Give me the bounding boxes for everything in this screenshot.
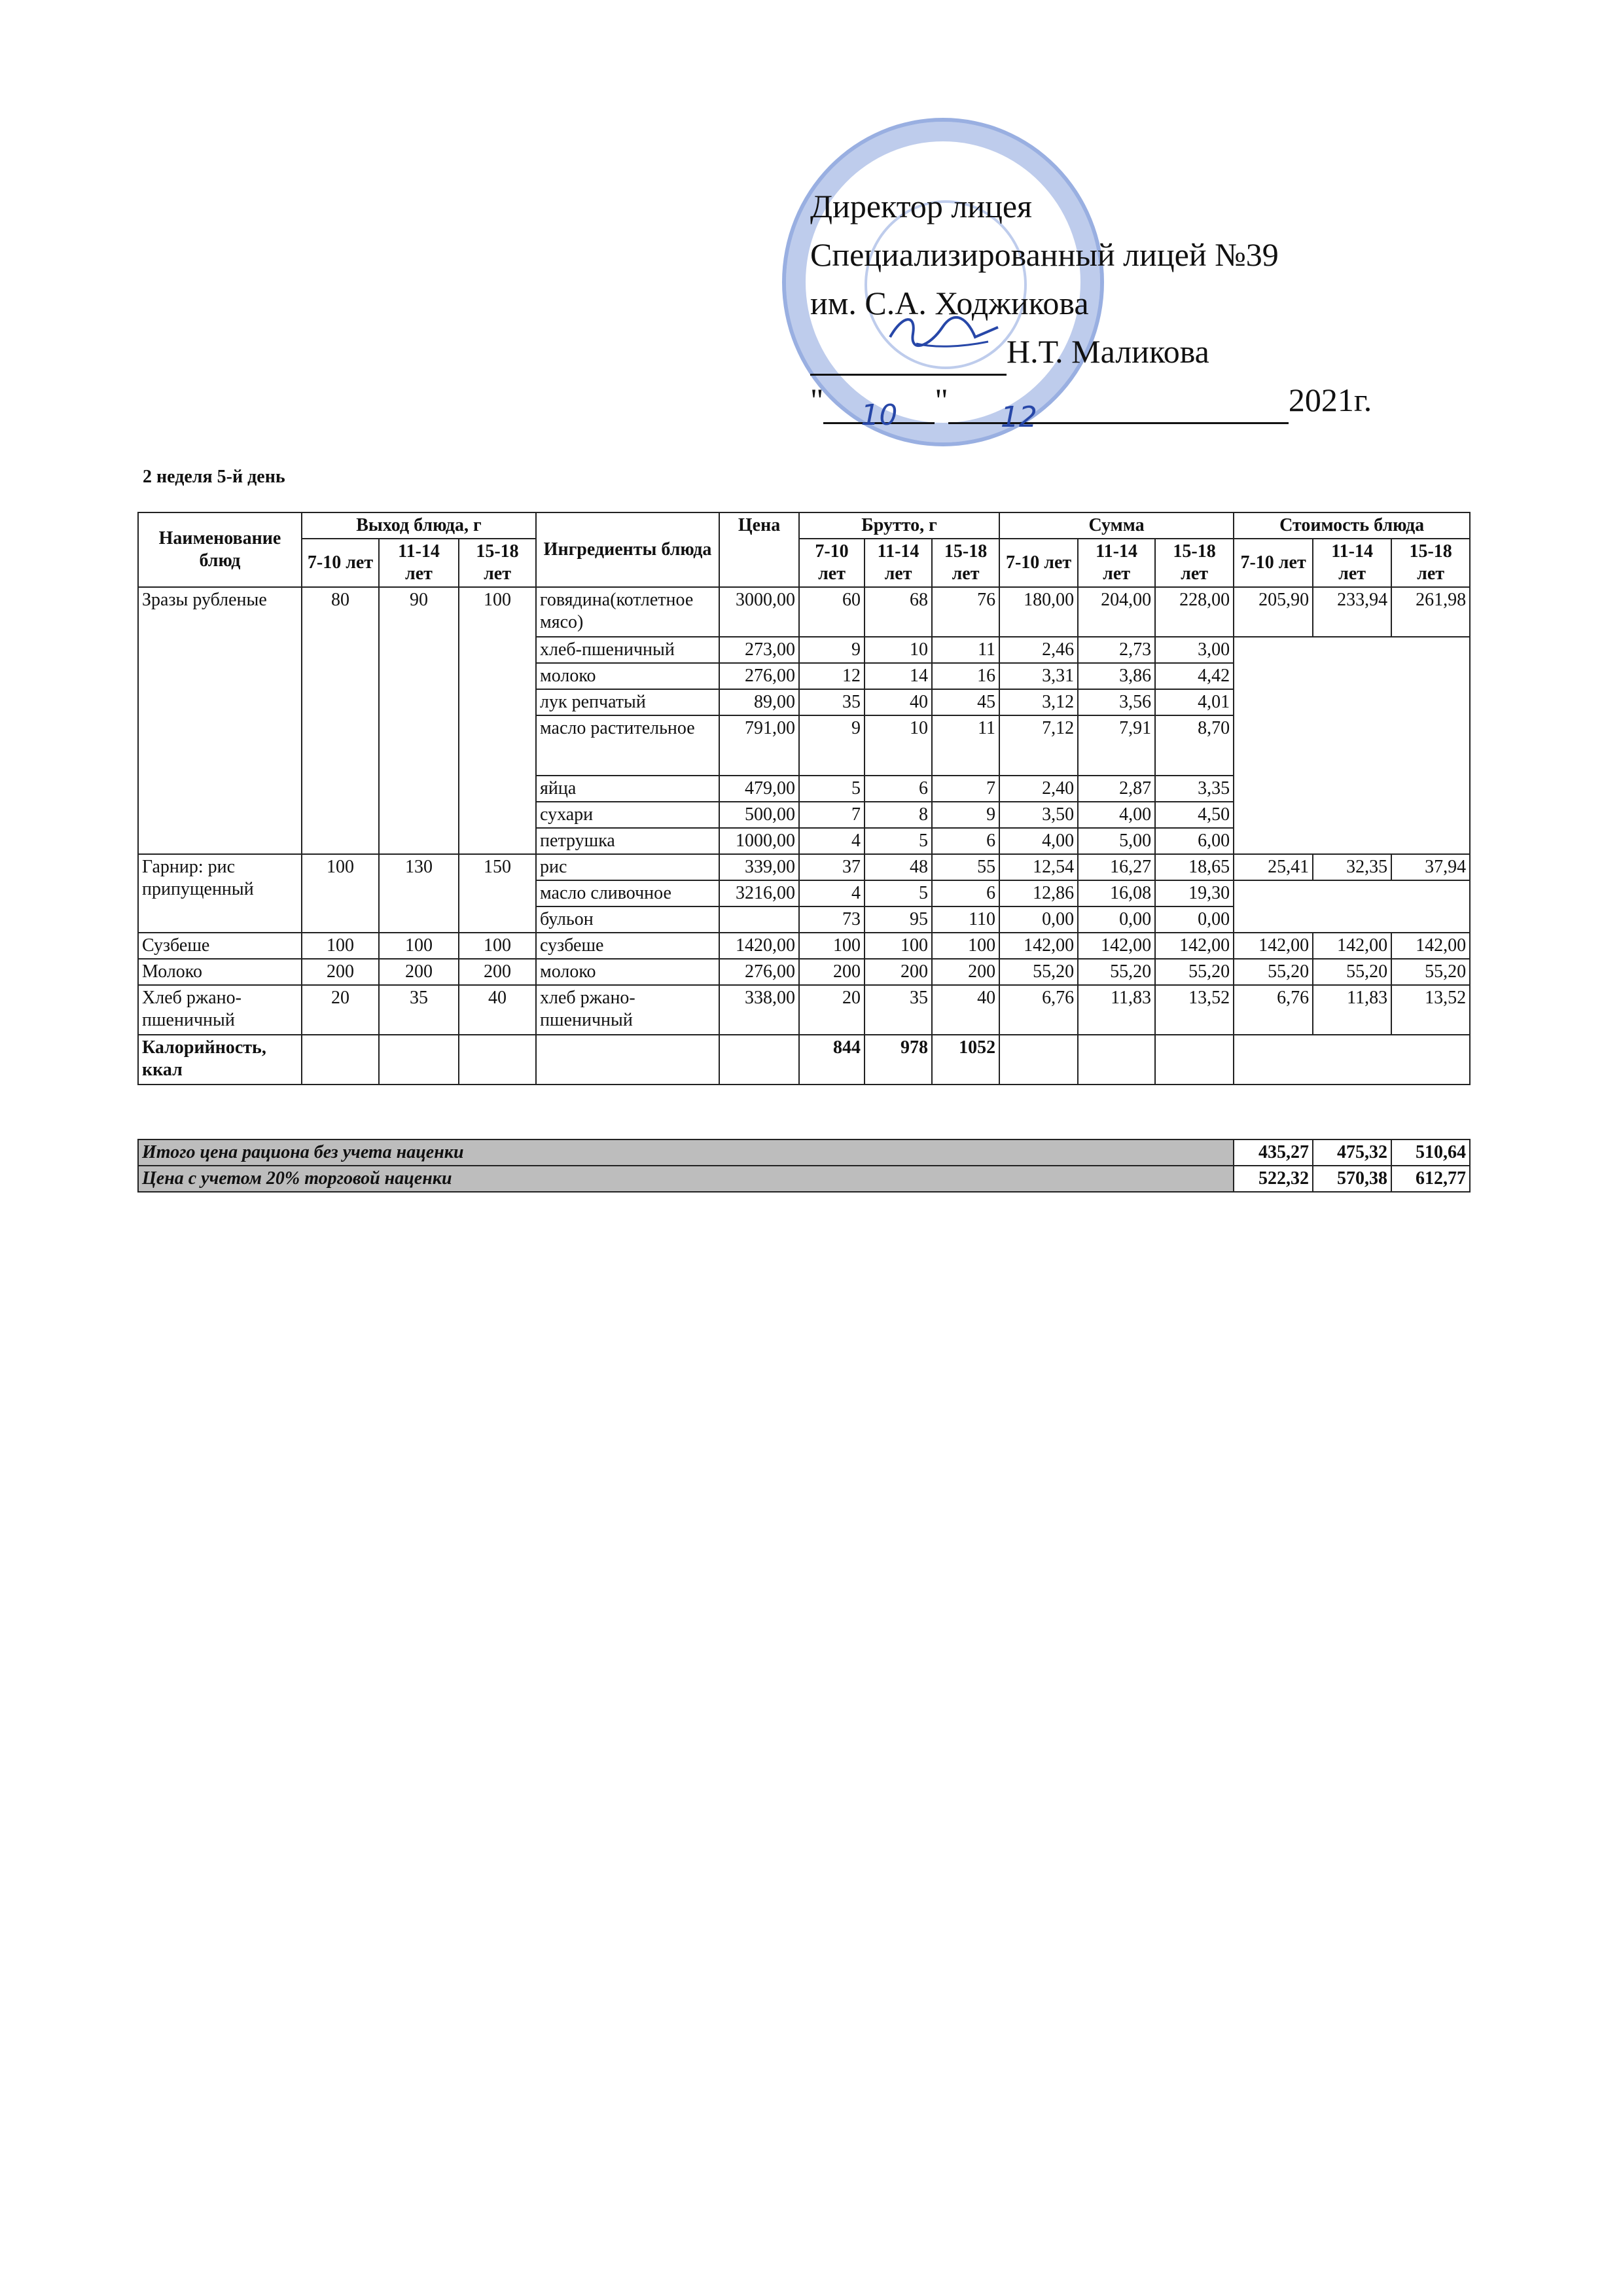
ingredient-price: 89,00	[719, 689, 799, 715]
empty-cell	[379, 1035, 459, 1085]
ingredient-sum: 3,35	[1155, 776, 1234, 802]
approval-date-row	[810, 376, 1372, 434]
ingredient-sum: 142,00	[1155, 933, 1234, 959]
ingredient-sum: 5,00	[1078, 828, 1155, 854]
table-row	[138, 854, 1470, 880]
dish-cost: 233,94	[1313, 587, 1391, 637]
ingredient-sum: 4,50	[1155, 802, 1234, 828]
ingredient-sum: 13,52	[1155, 985, 1234, 1035]
ingredient-price: 1000,00	[719, 828, 799, 854]
ingredient-brutto: 4	[799, 880, 865, 906]
header-ingredients: Ингредиенты блюда	[536, 512, 719, 587]
header-cost: Стоимость блюда	[1234, 512, 1470, 539]
ingredient-price: 479,00	[719, 776, 799, 802]
ingredient-sum: 55,20	[1155, 959, 1234, 985]
ingredient-price: 3000,00	[719, 587, 799, 637]
ingredient-sum: 4,42	[1155, 663, 1234, 689]
date-month: 12	[1000, 401, 1037, 434]
dish-output: 40	[459, 985, 536, 1035]
ingredient-sum: 4,00	[999, 828, 1078, 854]
empty-cell	[1234, 637, 1470, 854]
ingredient-brutto: 6	[865, 776, 932, 802]
dish-output: 80	[302, 587, 379, 854]
dish-output: 20	[302, 985, 379, 1035]
ingredient-sum: 3,86	[1078, 663, 1155, 689]
handwritten-signature	[877, 308, 1008, 353]
empty-cell	[1078, 1035, 1155, 1085]
ingredient-sum: 0,00	[999, 906, 1078, 933]
dish-output: 100	[459, 933, 536, 959]
ingredient-sum: 0,00	[1078, 906, 1155, 933]
approval-institution: Специализированный лицей №39	[810, 236, 1279, 273]
dish-output: 200	[302, 959, 379, 985]
dish-output: 130	[379, 854, 459, 933]
summary-label: Итого цена рациона без учета наценки	[138, 1139, 1234, 1166]
dish-output: 100	[302, 933, 379, 959]
calories-value: 978	[865, 1035, 932, 1085]
ingredient-sum: 2,73	[1078, 637, 1155, 663]
ingredient-brutto: 10	[865, 637, 932, 663]
ingredient-sum: 12,86	[999, 880, 1078, 906]
ingredient-brutto: 48	[865, 854, 932, 880]
ingredient-price: 276,00	[719, 959, 799, 985]
header-sum: Сумма	[999, 512, 1234, 539]
approval-position: Директор лицея	[810, 188, 1033, 224]
header-age-7-10: 7-10 лет	[999, 539, 1078, 587]
ingredient-name: бульон	[536, 906, 719, 933]
ingredient-brutto: 4	[799, 828, 865, 854]
dish-output: 100	[379, 933, 459, 959]
ingredient-sum: 16,08	[1078, 880, 1155, 906]
approval-institution-name: им. С.А. Ходжикова	[810, 285, 1089, 321]
ingredient-price: 791,00	[719, 715, 799, 776]
ingredient-sum: 180,00	[999, 587, 1078, 637]
ingredient-name: молоко	[536, 959, 719, 985]
ingredient-brutto: 73	[799, 906, 865, 933]
ingredient-brutto: 35	[799, 689, 865, 715]
dish-output: 150	[459, 854, 536, 933]
ingredient-name: петрушка	[536, 828, 719, 854]
dish-output: 35	[379, 985, 459, 1035]
date-quote-open: "	[810, 382, 824, 418]
menu-table-body	[138, 587, 1470, 1085]
dish-cost: 25,41	[1234, 854, 1313, 880]
ingredient-sum: 12,54	[999, 854, 1078, 880]
summary-table	[137, 1139, 1471, 1193]
ingredient-sum: 6,76	[999, 985, 1078, 1035]
ingredient-sum: 228,00	[1155, 587, 1234, 637]
header-age-11-14: 11-14 лет	[865, 539, 932, 587]
ingredient-brutto: 55	[932, 854, 999, 880]
dish-output: 100	[302, 854, 379, 933]
table-row	[138, 959, 1470, 985]
header-age-15-18: 15-18 лет	[459, 539, 536, 587]
ingredient-brutto: 9	[799, 715, 865, 776]
ingredient-price: 500,00	[719, 802, 799, 828]
ingredient-brutto: 9	[932, 802, 999, 828]
table-row	[138, 587, 1470, 637]
ingredient-name: сухари	[536, 802, 719, 828]
ingredient-brutto: 37	[799, 854, 865, 880]
header-age-15-18: 15-18 лет	[1155, 539, 1234, 587]
day-title: 2 неделя 5-й день	[143, 467, 285, 487]
ingredient-brutto: 60	[799, 587, 865, 637]
ingredient-name: говядина(котлетное мясо)	[536, 587, 719, 637]
empty-cell	[536, 1035, 719, 1085]
ingredient-brutto: 76	[932, 587, 999, 637]
summary-row	[138, 1166, 1470, 1192]
ingredient-sum: 3,50	[999, 802, 1078, 828]
summary-row	[138, 1139, 1470, 1166]
header-age-7-10: 7-10 лет	[302, 539, 379, 587]
dish-cost: 6,76	[1234, 985, 1313, 1035]
summary-value: 435,27	[1234, 1139, 1313, 1166]
ingredient-brutto: 6	[932, 880, 999, 906]
date-year: 2021г.	[1288, 382, 1372, 418]
ingredient-name: хлеб-пшеничный	[536, 637, 719, 663]
calories-row	[138, 1035, 1470, 1085]
ingredient-price: 339,00	[719, 854, 799, 880]
date-quote-close: "	[935, 382, 948, 418]
dish-cost: 205,90	[1234, 587, 1313, 637]
dish-cost: 261,98	[1391, 587, 1470, 637]
summary-value: 612,77	[1391, 1166, 1470, 1192]
summary-value: 475,32	[1313, 1139, 1391, 1166]
ingredient-sum: 19,30	[1155, 880, 1234, 906]
dish-cost: 37,94	[1391, 854, 1470, 880]
ingredient-brutto: 95	[865, 906, 932, 933]
menu-table-header	[138, 512, 1470, 587]
ingredient-brutto: 20	[799, 985, 865, 1035]
ingredient-sum: 142,00	[1078, 933, 1155, 959]
ingredient-brutto: 40	[865, 689, 932, 715]
calories-label: Калорийность, ккал	[138, 1035, 302, 1085]
ingredient-sum: 4,00	[1078, 802, 1155, 828]
header-age-11-14: 11-14 лет	[379, 539, 459, 587]
ingredient-price: 273,00	[719, 637, 799, 663]
ingredient-brutto: 5	[865, 880, 932, 906]
ingredient-price: 276,00	[719, 663, 799, 689]
dish-cost: 55,20	[1234, 959, 1313, 985]
ingredient-brutto: 10	[865, 715, 932, 776]
ingredient-price	[719, 906, 799, 933]
dish-name: Сузбеше	[138, 933, 302, 959]
ingredient-brutto: 8	[865, 802, 932, 828]
ingredient-name: масло сливочное	[536, 880, 719, 906]
dish-name: Молоко	[138, 959, 302, 985]
dish-cost: 55,20	[1313, 959, 1391, 985]
empty-cell	[1234, 880, 1470, 933]
summary-value: 510,64	[1391, 1139, 1470, 1166]
ingredient-sum: 204,00	[1078, 587, 1155, 637]
ingredient-sum: 18,65	[1155, 854, 1234, 880]
ingredient-sum: 2,87	[1078, 776, 1155, 802]
ingredient-sum: 3,12	[999, 689, 1078, 715]
dish-cost: 55,20	[1391, 959, 1470, 985]
header-output: Выход блюда, г	[302, 512, 536, 539]
header-age-7-10: 7-10 лет	[1234, 539, 1313, 587]
summary-table-body	[138, 1139, 1470, 1192]
date-month-line	[948, 391, 1289, 434]
header-brutto: Брутто, г	[799, 512, 999, 539]
empty-cell	[1234, 1035, 1470, 1085]
ingredient-sum: 4,01	[1155, 689, 1234, 715]
empty-cell	[719, 1035, 799, 1085]
ingredient-name: рис	[536, 854, 719, 880]
date-day-line	[823, 389, 935, 432]
ingredient-brutto: 16	[932, 663, 999, 689]
ingredient-sum: 55,20	[999, 959, 1078, 985]
table-row	[138, 985, 1470, 1035]
dish-output: 90	[379, 587, 459, 854]
dish-name: Гарнир: рис припущенный	[138, 854, 302, 933]
ingredient-price: 3216,00	[719, 880, 799, 906]
ingredient-name: яйца	[536, 776, 719, 802]
ingredient-brutto: 7	[799, 802, 865, 828]
empty-cell	[1155, 1035, 1234, 1085]
ingredient-sum: 2,46	[999, 637, 1078, 663]
ingredient-brutto: 100	[865, 933, 932, 959]
ingredient-brutto: 35	[865, 985, 932, 1035]
header-age-7-10: 7-10 лет	[799, 539, 865, 587]
ingredient-name: хлеб ржано-пшеничный	[536, 985, 719, 1035]
ingredient-brutto: 100	[799, 933, 865, 959]
dish-name: Хлеб ржано-пшеничный	[138, 985, 302, 1035]
ingredient-brutto: 200	[799, 959, 865, 985]
header-name: Наименование блюд	[138, 512, 302, 587]
summary-value: 570,38	[1313, 1166, 1391, 1192]
ingredient-brutto: 9	[799, 637, 865, 663]
ingredient-sum: 7,91	[1078, 715, 1155, 776]
ingredient-price: 1420,00	[719, 933, 799, 959]
ingredient-brutto: 200	[932, 959, 999, 985]
dish-name: Зразы рубленые	[138, 587, 302, 854]
ingredient-name: сузбеше	[536, 933, 719, 959]
ingredient-brutto: 68	[865, 587, 932, 637]
ingredient-sum: 16,27	[1078, 854, 1155, 880]
ingredient-brutto: 110	[932, 906, 999, 933]
calories-value: 844	[799, 1035, 865, 1085]
approval-signer: Н.Т. Маликова	[1007, 333, 1209, 370]
header-age-11-14: 11-14 лет	[1078, 539, 1155, 587]
ingredient-brutto: 100	[932, 933, 999, 959]
ingredient-sum: 8,70	[1155, 715, 1234, 776]
ingredient-sum: 3,31	[999, 663, 1078, 689]
menu-table	[137, 512, 1471, 1085]
ingredient-brutto: 11	[932, 715, 999, 776]
ingredient-brutto: 14	[865, 663, 932, 689]
ingredient-sum: 7,12	[999, 715, 1078, 776]
calories-value: 1052	[932, 1035, 999, 1085]
dish-cost: 142,00	[1391, 933, 1470, 959]
header-price: Цена	[719, 512, 799, 587]
approval-block	[810, 182, 1372, 434]
dish-cost: 11,83	[1313, 985, 1391, 1035]
header-age-11-14: 11-14 лет	[1313, 539, 1391, 587]
ingredient-name: лук репчатый	[536, 689, 719, 715]
dish-output: 200	[379, 959, 459, 985]
ingredient-brutto: 6	[932, 828, 999, 854]
ingredient-brutto: 12	[799, 663, 865, 689]
summary-label: Цена с учетом 20% торговой наценки	[138, 1166, 1234, 1192]
dish-output: 200	[459, 959, 536, 985]
ingredient-sum: 0,00	[1155, 906, 1234, 933]
ingredient-name: масло растительное	[536, 715, 719, 776]
empty-cell	[459, 1035, 536, 1085]
summary-value: 522,32	[1234, 1166, 1313, 1192]
empty-cell	[999, 1035, 1078, 1085]
dish-cost: 13,52	[1391, 985, 1470, 1035]
ingredient-sum: 3,00	[1155, 637, 1234, 663]
ingredient-brutto: 5	[799, 776, 865, 802]
date-day: 10	[861, 399, 898, 432]
dish-cost: 32,35	[1313, 854, 1391, 880]
ingredient-price: 338,00	[719, 985, 799, 1035]
ingredient-brutto: 7	[932, 776, 999, 802]
ingredient-brutto: 40	[932, 985, 999, 1035]
dish-cost: 142,00	[1313, 933, 1391, 959]
header-age-15-18: 15-18 лет	[1391, 539, 1470, 587]
dish-cost: 142,00	[1234, 933, 1313, 959]
ingredient-sum: 11,83	[1078, 985, 1155, 1035]
ingredient-sum: 55,20	[1078, 959, 1155, 985]
ingredient-sum: 142,00	[999, 933, 1078, 959]
ingredient-brutto: 5	[865, 828, 932, 854]
ingredient-brutto: 11	[932, 637, 999, 663]
ingredient-sum: 2,40	[999, 776, 1078, 802]
table-row	[138, 933, 1470, 959]
ingredient-name: молоко	[536, 663, 719, 689]
ingredient-sum: 6,00	[1155, 828, 1234, 854]
header-age-15-18: 15-18 лет	[932, 539, 999, 587]
ingredient-brutto: 45	[932, 689, 999, 715]
dish-output: 100	[459, 587, 536, 854]
ingredient-brutto: 200	[865, 959, 932, 985]
ingredient-sum: 3,56	[1078, 689, 1155, 715]
empty-cell	[302, 1035, 379, 1085]
